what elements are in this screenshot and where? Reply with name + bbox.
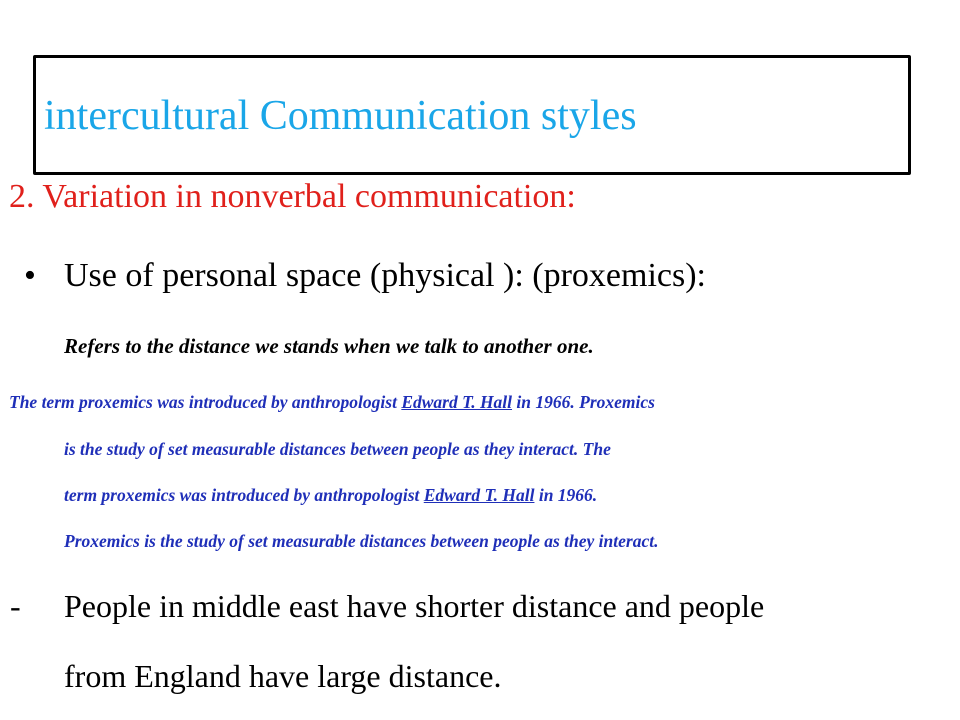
quote-line-3-post: in 1966. (534, 485, 598, 505)
dash-text-continued: from England have large distance. (64, 658, 502, 694)
edward-hall-link-1[interactable]: Edward T. Hall (401, 392, 513, 412)
dash-marker: - (10, 588, 21, 624)
quote-line-2: is the study of set measurable distances between people as they interact. The (64, 439, 611, 459)
bullet-item (24, 257, 706, 295)
dash-text: People in middle east have shorter distance and people (64, 588, 765, 624)
quote-line-1-post: in 1966. Proxemics (512, 392, 655, 412)
quote-line-3 (64, 485, 597, 506)
bullet-text: Use of personal space (physical ): (proxemics): (64, 257, 706, 294)
quote-line-3-pre: term proxemics was introduced by anthropologist (64, 485, 424, 505)
edward-hall-link-2[interactable]: Edward T. Hall (423, 485, 535, 505)
quote-line-1 (9, 392, 655, 413)
definition-text: Refers to the distance we stands when we talk to another one. (64, 334, 594, 358)
dash-item (10, 588, 764, 625)
quote-line-4: Proxemics is the study of set measurable distances between people as they interact. (64, 531, 659, 551)
bullet-dot-icon: • (24, 257, 36, 294)
slide-subtitle: 2. Variation in nonverbal communication: (9, 178, 576, 215)
quote-line-1-pre: The term proxemics was introduced by anthropologist (9, 392, 402, 412)
slide-title: intercultural Communication styles (44, 93, 637, 139)
